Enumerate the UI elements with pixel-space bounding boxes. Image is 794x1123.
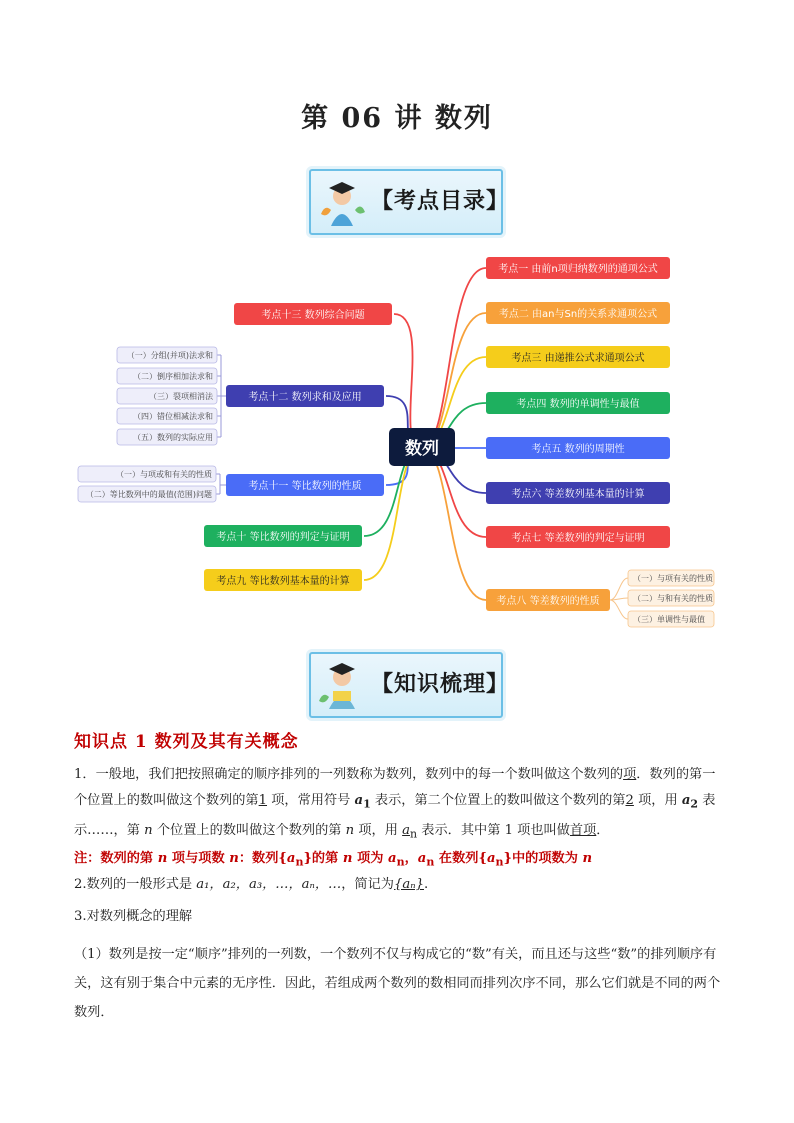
mindmap-subnode-label: （一）分组(并项)法求和 xyxy=(126,351,213,360)
mindmap xyxy=(0,240,794,640)
mindmap-subnode-label: （五）数列的实际应用 xyxy=(133,433,213,442)
mindmap-node-right-label: 考点六 等差数列基本量的计算 xyxy=(511,489,645,500)
mindmap-subnode-label: （一）与项或和有关的性质 xyxy=(116,470,212,479)
mindmap-node-right-label: 考点八 等差数列的性质 xyxy=(496,596,600,607)
section-heading: 知识点 1 数列及其有关概念 xyxy=(74,732,299,752)
mindmap-node-left-label: 考点十一 等比数列的性质 xyxy=(248,481,362,492)
student-graduate-icon xyxy=(315,174,369,228)
knowledge-banner xyxy=(309,652,510,718)
mindmap-branch-line xyxy=(364,448,422,580)
mindmap-node-right-label: 考点二 由an与Sn的关系求通项公式 xyxy=(498,309,658,320)
mindmap-subnode-label: （三）裂项相消法 xyxy=(149,392,213,401)
general-form-line: 2.数列的一般形式是 a₁，a₂，a₃，…，aₙ，…，简记为{aₙ}. xyxy=(74,877,429,892)
mindmap-node-right-label: 考点一 由前n项归纳数列的通项公式 xyxy=(498,264,658,275)
concept-heading: 3.对数列概念的理解 xyxy=(74,909,193,924)
mindmap-node-left-label: 考点九 等比数列基本量的计算 xyxy=(216,576,350,587)
page-title: 第 06 讲 数列 xyxy=(301,103,493,134)
mindmap-node-right-label: 考点三 由递推公式求通项公式 xyxy=(511,353,645,364)
note-line: 注：数列的第 n 项与项数 n：数列$\{a_n\}$的第 n 项为 $a_n$，$a_n$ 在数列$\{a_n\}$中的项数为 n xyxy=(74,851,593,869)
mindmap-node-left-label: 考点十 等比数列的判定与证明 xyxy=(216,532,350,543)
mindmap-sub-line xyxy=(610,578,628,600)
mindmap-node-right-label: 考点四 数列的单调性与最值 xyxy=(516,399,640,410)
mindmap-subnode-label: （三）单调性与最值 xyxy=(633,615,705,624)
catalog-banner-text: 【考点目录】 xyxy=(371,188,510,214)
mindmap-node-left-label: 考点十三 数列综合问题 xyxy=(261,310,365,321)
mindmap-subnode-label: （二）等比数列中的最值(范围)问题 xyxy=(85,490,212,499)
knowledge-banner-text: 【知识梳理】 xyxy=(371,671,510,697)
mindmap-subnode-label: （四）错位相减法求和 xyxy=(133,412,213,421)
mindmap-center-label: 数列 xyxy=(405,439,439,459)
paragraph-definition: 1．一般地，我们把按照确定的顺序排列的一列数称为数列，数列中的每一个数叫做这个数列的项．数列的第一个位置上的数叫做这个数列的第1 项，常用符号 $a_1$ 表示，第二个位置上的数叫做这个数列的第2 项，用 $a_2$ 表示……，第 n 个位置上的数叫做这个数列的第 n 项，用 $a_n$ 表示．其中第 1 项也叫做首项． xyxy=(74,767,716,841)
mindmap-subnode-label: （二）与和有关的性质 xyxy=(633,594,713,603)
student-books-icon xyxy=(315,657,369,711)
mindmap-node-right-label: 考点七 等差数列的判定与证明 xyxy=(511,533,645,544)
mindmap-node-right-label: 考点五 数列的周期性 xyxy=(531,444,625,455)
mindmap-sub-line xyxy=(610,600,628,619)
mindmap-node-left-label: 考点十二 数列求和及应用 xyxy=(248,392,362,403)
mindmap-subnode-label: （二）倒序相加法求和 xyxy=(133,372,213,381)
concept-paragraph: （1）数列是按一定“顺序”排列的一列数，一个数列不仅与构成它的“数”有关，而且还与这些“数”的排列顺序有关，这有别于集合中元素的无序性．因此，若组成两个数列的数相同而排列次序不同，那么它们就是不同的两个数列． xyxy=(74,947,721,1020)
mindmap-branch-line xyxy=(422,448,486,600)
mindmap-subnode-label: （一）与项有关的性质 xyxy=(633,574,713,583)
catalog-banner xyxy=(309,169,510,235)
